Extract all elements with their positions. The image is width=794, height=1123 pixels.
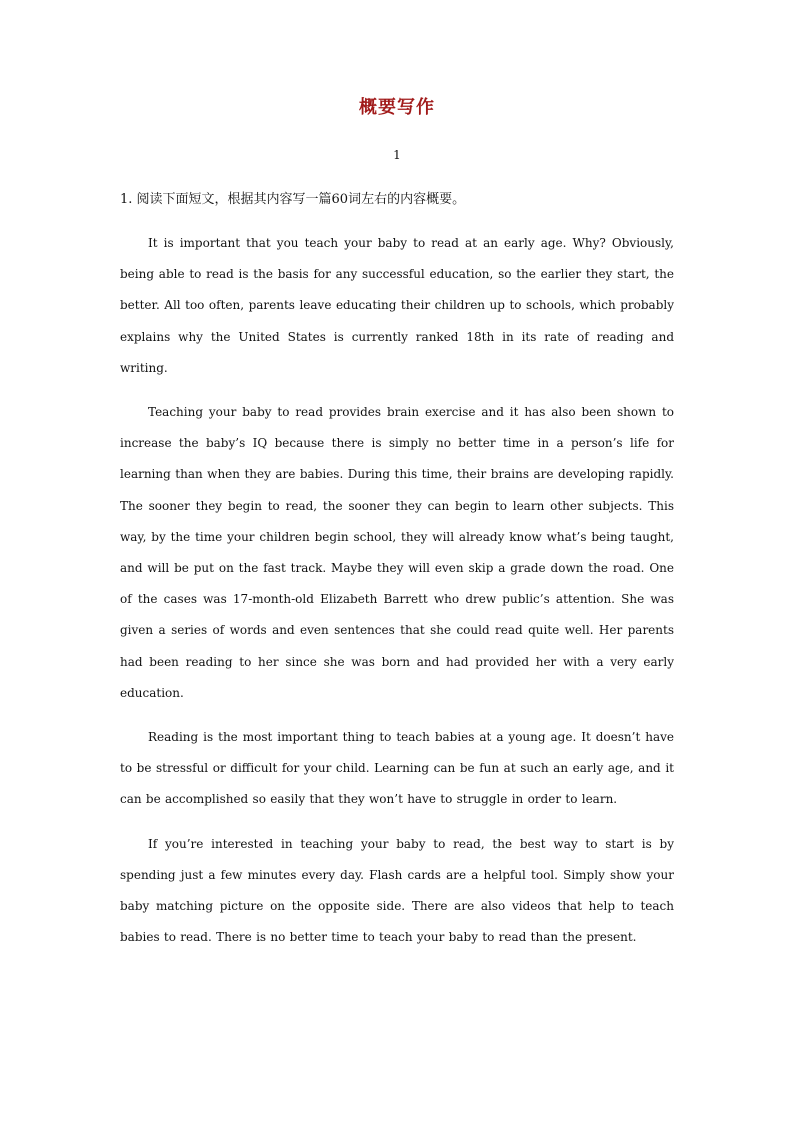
page-number: 1 [393, 148, 401, 162]
reading-passage [120, 228, 674, 966]
passage-paragraph-3: Reading is the most important thing to teach babies at a young age. It doesn’t have to be stressful or difficult for your child. Learning can be fun at such an early age, and it can be accomplished so easily that they won’t have to struggle in order to learn. [120, 730, 674, 807]
page-title: 概要写作 [359, 97, 435, 118]
passage-paragraph-4: If you’re interested in teaching your baby to read, the best way to start is by spending just a few minutes every day. Flash cards are a helpful tool. Simply show your baby matching picture on the opposite side. There are also videos that help to teach babies to read. There is no better time to teach your baby to read than the present. [120, 836, 674, 945]
task-instruction: 1. 阅读下面短文，根据其内容写一篇60词左右的内容概要。 [120, 192, 466, 207]
passage-paragraph-2: Teaching your baby to read provides brain exercise and it has also been shown to increase the baby’s IQ because there is simply no better time in a person’s life for learning than when they are babies. During this time, their brains are developing rapidly. The sooner they begin to read, the sooner they can begin to learn other subjects. This way, by the time your children begin school, they will already know what’s being taught, and will be put on the fast track. Maybe they will even skip a grade down the road. One of the cases was 17-month-old Elizabeth Barrett who drew public’s attention. She was given a series of words and even sentences that she could read quite well. Her parents had been reading to her since she was born and had provided her with a very early education. [120, 405, 674, 700]
passage-paragraph-1: It is important that you teach your baby to read at an early age. Why? Obviously, being able to read is the basis for any successful education, so the earlier they start, the better. All too often, parents leave educating their children up to schools, which probably explains why the United States is currently ranked 18th in its rate of reading and writing. [120, 236, 674, 375]
